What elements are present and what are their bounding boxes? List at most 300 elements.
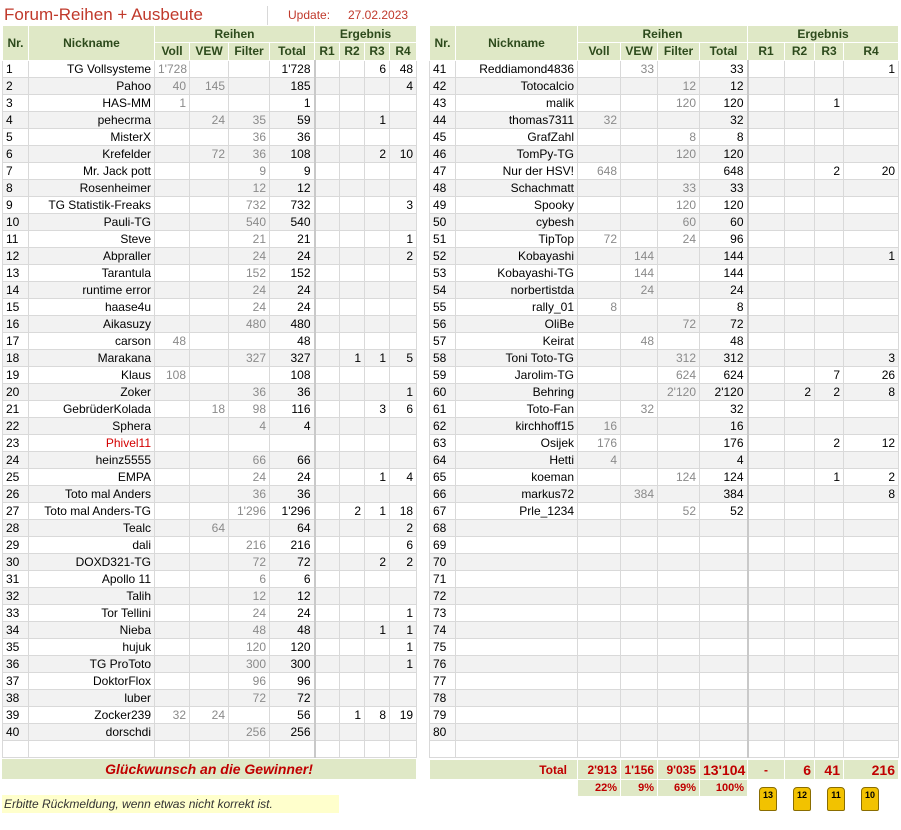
row-voll — [155, 299, 190, 316]
row-nr: 26 — [3, 486, 29, 503]
row-r3 — [815, 571, 844, 588]
row-voll — [578, 588, 621, 605]
row-nr: 4 — [3, 112, 29, 129]
row-nickname — [456, 639, 578, 656]
table-row — [3, 316, 417, 333]
row-r1 — [748, 146, 785, 163]
row-total: 216 — [270, 537, 315, 554]
row-nr: 64 — [430, 452, 456, 469]
row-r3 — [365, 486, 390, 503]
row-filter — [658, 452, 700, 469]
row-r3 — [815, 282, 844, 299]
row-total — [700, 673, 748, 690]
row-vew: 72 — [190, 146, 229, 163]
table-row — [430, 435, 899, 452]
row-r1 — [315, 401, 340, 418]
table-row — [430, 503, 899, 520]
row-vew — [190, 265, 229, 282]
row-nickname: Talih — [29, 588, 155, 605]
row-total: 480 — [270, 316, 315, 333]
row-nickname: Spooky — [456, 197, 578, 214]
row-r3 — [815, 605, 844, 622]
row-nickname: Krefelder — [29, 146, 155, 163]
row-r1 — [315, 95, 340, 112]
row-r1 — [748, 350, 785, 367]
table-row — [430, 724, 899, 741]
row-voll: 648 — [578, 163, 621, 180]
table-row — [430, 690, 899, 707]
col-vew: VEW — [190, 43, 229, 61]
table-row — [3, 571, 417, 588]
row-r4 — [390, 724, 417, 741]
row-r2 — [785, 435, 815, 452]
row-r3: 1 — [365, 112, 390, 129]
row-nickname: Klaus — [29, 367, 155, 384]
col-r3: R3 — [365, 43, 390, 61]
row-r3: 2 — [815, 435, 844, 452]
row-r3: 1 — [815, 469, 844, 486]
row-filter — [658, 588, 700, 605]
row-nickname: Kobayashi-TG — [456, 265, 578, 282]
row-r3 — [815, 486, 844, 503]
row-total: 21 — [270, 231, 315, 248]
row-vew — [190, 197, 229, 214]
row-r4: 10 — [390, 146, 417, 163]
row-voll — [155, 248, 190, 265]
row-r2 — [785, 571, 815, 588]
row-filter: 24 — [229, 469, 270, 486]
table-row — [3, 588, 417, 605]
row-voll — [155, 741, 190, 758]
row-r1 — [748, 316, 785, 333]
row-total: 6 — [270, 571, 315, 588]
table-row — [430, 95, 899, 112]
row-r1 — [748, 401, 785, 418]
row-total: 185 — [270, 78, 315, 95]
row-total — [700, 537, 748, 554]
row-vew — [190, 639, 229, 656]
row-filter — [229, 78, 270, 95]
row-r3 — [365, 418, 390, 435]
col-total: Total — [270, 43, 315, 61]
row-r1 — [748, 299, 785, 316]
row-nr: 71 — [430, 571, 456, 588]
table-row — [430, 622, 899, 639]
row-nickname — [456, 588, 578, 605]
row-filter: 256 — [229, 724, 270, 741]
row-nr — [3, 741, 29, 758]
row-r4 — [390, 741, 417, 758]
table-row — [430, 554, 899, 571]
row-r1 — [748, 673, 785, 690]
row-r1 — [748, 248, 785, 265]
row-vew — [621, 95, 658, 112]
row-total: 9 — [270, 163, 315, 180]
row-voll — [578, 673, 621, 690]
row-r4 — [844, 112, 899, 129]
row-r3 — [815, 350, 844, 367]
row-filter: 1'296 — [229, 503, 270, 520]
row-r2 — [785, 333, 815, 350]
row-r4: 3 — [844, 350, 899, 367]
row-voll — [578, 95, 621, 112]
row-filter: 24 — [229, 282, 270, 299]
row-r2 — [785, 673, 815, 690]
row-voll — [578, 129, 621, 146]
row-vew — [621, 350, 658, 367]
row-r1 — [748, 282, 785, 299]
row-r1 — [315, 282, 340, 299]
row-r4 — [390, 316, 417, 333]
row-voll — [578, 384, 621, 401]
row-total: 60 — [700, 214, 748, 231]
table-row — [3, 350, 417, 367]
row-vew — [190, 350, 229, 367]
row-vew — [621, 418, 658, 435]
row-voll — [155, 724, 190, 741]
row-filter — [658, 486, 700, 503]
row-r4 — [390, 214, 417, 231]
row-total — [700, 520, 748, 537]
row-r3 — [815, 112, 844, 129]
row-filter: 60 — [658, 214, 700, 231]
row-voll: 72 — [578, 231, 621, 248]
table-row — [430, 61, 899, 78]
row-r1 — [748, 741, 785, 758]
row-r1 — [315, 350, 340, 367]
row-r2 — [340, 656, 365, 673]
row-nr: 24 — [3, 452, 29, 469]
table-row — [3, 163, 417, 180]
row-r1 — [748, 180, 785, 197]
row-total: 648 — [700, 163, 748, 180]
row-r3 — [365, 231, 390, 248]
row-r4 — [390, 299, 417, 316]
row-r4 — [844, 299, 899, 316]
table-row — [3, 673, 417, 690]
row-r3 — [815, 146, 844, 163]
row-r3: 1 — [365, 503, 390, 520]
table-row — [3, 639, 417, 656]
row-nickname: malik — [456, 95, 578, 112]
row-total — [700, 571, 748, 588]
row-nr: 14 — [3, 282, 29, 299]
row-voll: 32 — [578, 112, 621, 129]
row-nickname: Jarolim-TG — [456, 367, 578, 384]
row-nickname — [456, 622, 578, 639]
row-filter — [658, 673, 700, 690]
table-row — [430, 571, 899, 588]
row-r1 — [315, 129, 340, 146]
row-r4 — [844, 214, 899, 231]
row-total — [700, 741, 748, 758]
row-vew — [190, 282, 229, 299]
table-row — [430, 299, 899, 316]
row-r4: 4 — [390, 469, 417, 486]
row-vew — [190, 503, 229, 520]
row-r3 — [365, 724, 390, 741]
row-r1 — [748, 639, 785, 656]
row-vew — [621, 231, 658, 248]
row-r2 — [785, 656, 815, 673]
row-nr: 78 — [430, 690, 456, 707]
row-r1 — [315, 316, 340, 333]
row-nickname: GebrüderKolada — [29, 401, 155, 418]
row-r4 — [844, 673, 899, 690]
row-r2 — [785, 129, 815, 146]
row-r4 — [390, 452, 417, 469]
total-label: Total — [430, 760, 578, 780]
row-r1 — [748, 452, 785, 469]
group-ergebnis: Ergebnis — [748, 26, 899, 43]
row-voll — [155, 588, 190, 605]
table-row — [3, 367, 417, 384]
row-nr: 77 — [430, 673, 456, 690]
row-nr: 32 — [3, 588, 29, 605]
row-r1 — [315, 571, 340, 588]
row-nr: 53 — [430, 265, 456, 282]
row-r3 — [815, 707, 844, 724]
row-nr: 72 — [430, 588, 456, 605]
row-filter — [658, 435, 700, 452]
row-nr: 38 — [3, 690, 29, 707]
row-vew — [621, 112, 658, 129]
row-filter: 72 — [229, 554, 270, 571]
row-r4 — [390, 265, 417, 282]
row-r1 — [315, 605, 340, 622]
row-filter — [658, 61, 700, 78]
row-r2 — [785, 197, 815, 214]
row-r3 — [815, 299, 844, 316]
table-row — [430, 146, 899, 163]
row-r4: 1 — [390, 639, 417, 656]
row-r1 — [748, 724, 785, 741]
row-r4 — [390, 333, 417, 350]
update-date: 27.02.2023 — [348, 8, 409, 22]
row-nickname: Abpraller — [29, 248, 155, 265]
row-nr: 49 — [430, 197, 456, 214]
row-vew — [621, 469, 658, 486]
row-vew — [190, 384, 229, 401]
row-r4 — [390, 367, 417, 384]
row-filter — [658, 282, 700, 299]
row-r1 — [315, 622, 340, 639]
table-row — [3, 690, 417, 707]
row-total: 1 — [270, 95, 315, 112]
row-r1 — [315, 588, 340, 605]
row-filter: 21 — [229, 231, 270, 248]
row-vew: 24 — [621, 282, 658, 299]
row-nickname: Pahoo — [29, 78, 155, 95]
pct-filter: 69% — [658, 780, 700, 797]
row-r1 — [315, 656, 340, 673]
row-r3 — [815, 197, 844, 214]
row-nickname: Toto-Fan — [456, 401, 578, 418]
row-nr: 30 — [3, 554, 29, 571]
row-filter: 732 — [229, 197, 270, 214]
row-nr: 46 — [430, 146, 456, 163]
table-row — [430, 605, 899, 622]
row-voll — [155, 486, 190, 503]
row-r4 — [390, 588, 417, 605]
row-filter: 36 — [229, 146, 270, 163]
row-vew — [190, 673, 229, 690]
row-r4: 18 — [390, 503, 417, 520]
row-r2 — [785, 588, 815, 605]
row-nr: 3 — [3, 95, 29, 112]
trophy-icon: 13 — [759, 787, 777, 811]
row-r1 — [315, 554, 340, 571]
row-r3 — [365, 333, 390, 350]
row-filter: 96 — [229, 673, 270, 690]
row-r4 — [390, 180, 417, 197]
row-r4 — [844, 418, 899, 435]
row-voll — [155, 571, 190, 588]
row-total: 12 — [270, 588, 315, 605]
row-filter — [658, 690, 700, 707]
row-r2 — [340, 299, 365, 316]
table-row — [430, 452, 899, 469]
row-r3 — [815, 520, 844, 537]
row-r2 — [340, 61, 365, 78]
col-r3: R3 — [815, 43, 844, 61]
row-nickname: TipTop — [456, 231, 578, 248]
row-filter: 36 — [229, 129, 270, 146]
row-vew — [621, 554, 658, 571]
row-r4 — [844, 95, 899, 112]
row-r3 — [365, 435, 390, 452]
row-r2 — [340, 401, 365, 418]
row-r1 — [315, 486, 340, 503]
row-nr: 21 — [3, 401, 29, 418]
row-r3 — [815, 452, 844, 469]
row-r2 — [340, 554, 365, 571]
row-r4: 12 — [844, 435, 899, 452]
row-total: 120 — [270, 639, 315, 656]
row-r2 — [340, 537, 365, 554]
row-voll — [155, 537, 190, 554]
page-title: Forum-Reihen + Ausbeute — [4, 5, 203, 24]
row-r1 — [748, 95, 785, 112]
col-nr: Nr. — [3, 26, 29, 61]
col-r1: R1 — [315, 43, 340, 61]
row-nr: 56 — [430, 316, 456, 333]
row-vew — [621, 639, 658, 656]
row-filter — [658, 605, 700, 622]
row-r4: 26 — [844, 367, 899, 384]
row-nr: 29 — [3, 537, 29, 554]
row-voll — [155, 214, 190, 231]
row-nr: 74 — [430, 622, 456, 639]
table-row — [3, 452, 417, 469]
row-r2 — [340, 231, 365, 248]
total-r2: 6 — [785, 760, 815, 780]
row-nickname: Totocalcio — [456, 78, 578, 95]
row-vew — [190, 588, 229, 605]
row-filter — [658, 554, 700, 571]
table-row — [3, 486, 417, 503]
row-vew — [190, 180, 229, 197]
row-nickname: Mr. Jack pott — [29, 163, 155, 180]
row-nr: 37 — [3, 673, 29, 690]
row-nr: 20 — [3, 384, 29, 401]
row-r1 — [748, 112, 785, 129]
row-filter — [658, 656, 700, 673]
table-row — [430, 129, 899, 146]
row-total: 36 — [270, 129, 315, 146]
total-filter: 9'035 — [658, 760, 700, 780]
row-total: 732 — [270, 197, 315, 214]
row-r1 — [315, 452, 340, 469]
row-vew — [621, 571, 658, 588]
row-filter: 120 — [658, 146, 700, 163]
row-filter — [658, 571, 700, 588]
row-total: 12 — [700, 78, 748, 95]
row-r2 — [785, 112, 815, 129]
row-r2 — [340, 333, 365, 350]
row-nickname: Aikasuzy — [29, 316, 155, 333]
row-voll — [578, 537, 621, 554]
row-r2 — [785, 401, 815, 418]
row-voll — [155, 452, 190, 469]
row-vew — [621, 146, 658, 163]
row-nickname — [456, 605, 578, 622]
row-r1 — [748, 214, 785, 231]
row-r2 — [785, 61, 815, 78]
table-row — [3, 401, 417, 418]
row-r4 — [390, 571, 417, 588]
table-row — [3, 520, 417, 537]
row-filter: 300 — [229, 656, 270, 673]
row-vew — [190, 214, 229, 231]
row-r1 — [315, 367, 340, 384]
row-nickname — [456, 571, 578, 588]
row-r1 — [748, 197, 785, 214]
row-r3 — [365, 316, 390, 333]
row-r1 — [748, 503, 785, 520]
row-total: 72 — [700, 316, 748, 333]
row-r4 — [390, 418, 417, 435]
row-filter: 152 — [229, 265, 270, 282]
row-total: 24 — [700, 282, 748, 299]
left-table-body — [3, 61, 417, 758]
table-row — [430, 673, 899, 690]
row-vew — [621, 163, 658, 180]
row-r2 — [785, 367, 815, 384]
row-total: 48 — [270, 333, 315, 350]
row-voll — [155, 622, 190, 639]
row-total: 108 — [270, 146, 315, 163]
row-nr: 76 — [430, 656, 456, 673]
row-nickname: Pauli-TG — [29, 214, 155, 231]
row-r2 — [340, 435, 365, 452]
row-vew — [621, 452, 658, 469]
table-row — [430, 316, 899, 333]
row-r1 — [748, 469, 785, 486]
table-row — [430, 350, 899, 367]
row-nr: 52 — [430, 248, 456, 265]
row-nickname — [456, 537, 578, 554]
table-row — [430, 656, 899, 673]
row-voll: 108 — [155, 367, 190, 384]
table-row — [3, 418, 417, 435]
row-r3 — [815, 724, 844, 741]
row-total: 1'728 — [270, 61, 315, 78]
row-r4 — [844, 571, 899, 588]
row-r2: 2 — [340, 503, 365, 520]
row-voll — [155, 673, 190, 690]
table-row — [3, 78, 417, 95]
